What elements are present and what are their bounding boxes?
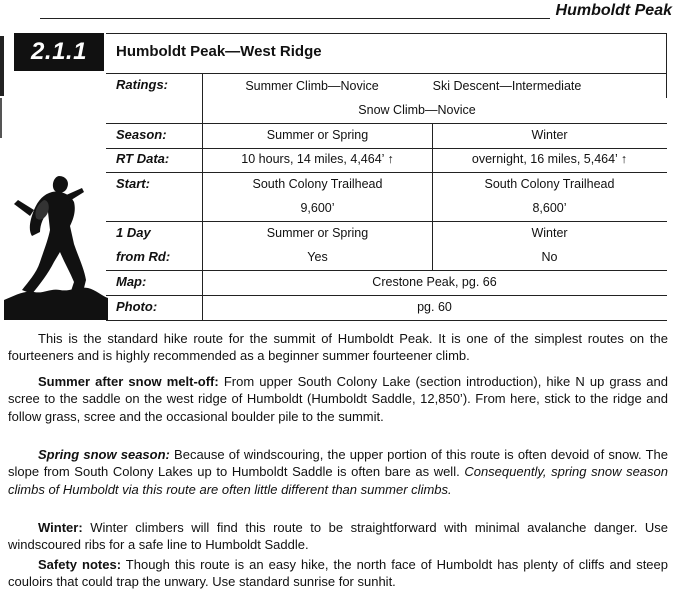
one-day-label-cont: from Rd: — [116, 249, 171, 264]
table-rule — [106, 123, 667, 124]
table-rule — [106, 295, 667, 296]
spring-text-italic: Consequently, spring snow season climbs of Humboldt via this route are often little different than summer climbs. — [8, 464, 668, 497]
summer-lead: Summer after snow melt-off: — [38, 374, 219, 389]
rt-data-summer: 10 hours, 14 miles, 4,464’ ↑ — [241, 152, 394, 166]
running-header-title: Humboldt Peak — [555, 2, 672, 19]
start-summer-elevation: 9,600’ — [300, 201, 335, 215]
season-summer: Summer or Spring — [266, 128, 369, 142]
safety-text: Though this route is an easy hike, the north face of Humboldt has plenty of cliffs and steep couloirs that could trap the unwary. Use standard sunrise for sunhit. — [8, 557, 668, 590]
rating-summer-climb: Summer Climb—Novice — [245, 79, 379, 93]
table-top-border — [106, 33, 667, 34]
one-day-winter-value: No — [541, 250, 558, 264]
season-label: Season: — [116, 127, 167, 142]
table-rule — [106, 270, 667, 271]
safety-paragraph — [8, 556, 668, 591]
running-header-rule — [40, 18, 550, 19]
route-title: Humboldt Peak—West Ridge — [116, 43, 322, 60]
summer-paragraph — [8, 373, 668, 425]
one-day-summer-value: Yes — [307, 250, 328, 264]
table-rule — [106, 320, 667, 321]
winter-paragraph — [8, 519, 668, 554]
summer-text: From upper South Colony Lake (section introduction), hike N up grass and scree to the saddle on the west ridge of Humboldt (Humboldt Saddle, 12,850’). From here, stick to the ridge and follow grass, scree and the occasional boulder pile to the summit. — [8, 374, 668, 424]
start-summer-trailhead: South Colony Trailhead — [252, 177, 383, 191]
start-winter-elevation: 8,600’ — [532, 201, 567, 215]
photo-label: Photo: — [116, 299, 158, 314]
table-rule — [106, 172, 667, 173]
scan-margin-mark — [0, 36, 4, 96]
one-day-winter-season: Winter — [531, 226, 568, 240]
start-winter-trailhead: South Colony Trailhead — [484, 177, 615, 191]
map-value: Crestone Peak, pg. 66 — [372, 275, 497, 289]
map-label: Map: — [116, 274, 147, 289]
one-day-label: 1 Day — [116, 225, 151, 240]
table-right-border — [666, 33, 667, 73]
rt-data-label: RT Data: — [116, 151, 170, 166]
table-rule — [106, 73, 667, 74]
table-rule — [106, 221, 667, 222]
intro-paragraph: This is the standard hike route for the summit of Humboldt Peak. It is one of the simplest routes on the fourteeners and is highly recommended as a beginner summer fourteener climb. — [8, 331, 668, 364]
one-day-summer-season: Summer or Spring — [266, 226, 369, 240]
winter-text: Winter climbers will find this route to be straightforward with minimal avalanche danger. Use windscoured ribs for a safe line to Humboldt Saddle. — [8, 520, 668, 553]
spring-text: Because of windscouring, the upper portion of this route is often devoid of snow. The slope from South Colony Lakes up to Humboldt Saddle is often bare as well. — [8, 447, 668, 480]
climber-silhouette-icon — [4, 170, 108, 320]
rt-data-winter: overnight, 16 miles, 5,464’ ↑ — [471, 152, 628, 166]
ratings-label: Ratings: — [116, 77, 168, 92]
table-column-divider — [432, 123, 433, 270]
spring-lead: Spring snow season: — [38, 447, 170, 462]
route-number-badge: 2.1.1 — [14, 33, 104, 71]
season-winter: Winter — [531, 128, 568, 142]
table-rule — [106, 148, 667, 149]
rating-snow-climb: Snow Climb—Novice — [358, 103, 476, 117]
start-label: Start: — [116, 176, 150, 191]
winter-lead: Winter: — [38, 520, 83, 535]
spring-paragraph — [8, 446, 668, 498]
photo-value: pg. 60 — [417, 300, 452, 314]
safety-lead: Safety notes: — [38, 557, 122, 572]
table-right-border — [666, 73, 667, 98]
scan-margin-mark — [0, 98, 2, 138]
rating-ski-descent: Ski Descent—Intermediate — [432, 79, 582, 93]
